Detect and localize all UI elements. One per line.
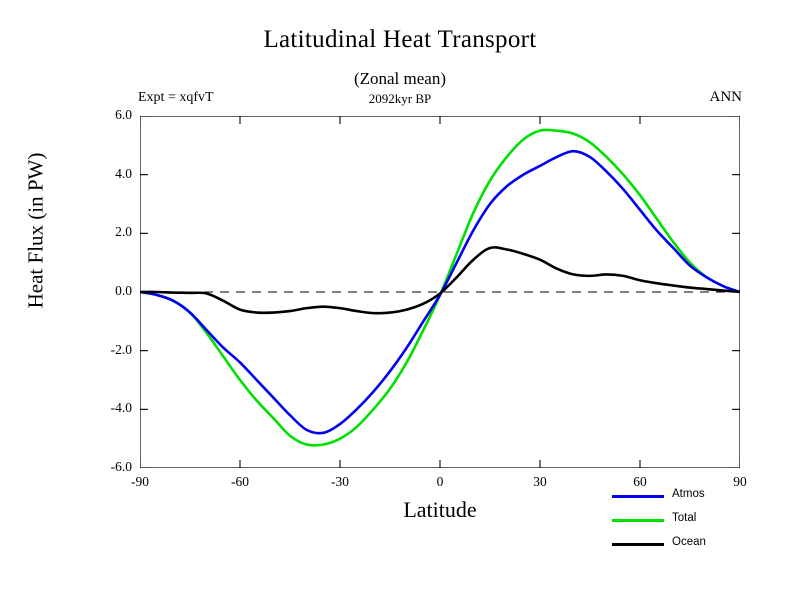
y-tick-label: 4.0 (115, 165, 132, 181)
x-tick-label: 90 (733, 474, 747, 489)
plot-svg (140, 116, 740, 468)
x-tick-label: -90 (131, 474, 149, 489)
x-tick-label: 0 (436, 474, 444, 489)
legend (612, 484, 762, 556)
time-period-label: 2092kyr BP (368, 91, 432, 106)
legend-label-total: Total (672, 512, 697, 524)
y-tick-label: -2.0 (110, 341, 132, 357)
y-tick-label: 2.0 (115, 224, 132, 240)
legend-item (612, 532, 762, 556)
y-axis-label: Heat Flux (in PW) (23, 152, 48, 309)
x-tick-label: -30 (331, 474, 349, 489)
legend-item (612, 484, 762, 508)
y-tick-label: 6.0 (115, 107, 132, 122)
legend-label-ocean: Ocean (672, 536, 706, 548)
x-axis-label: Latitude (403, 497, 477, 522)
legend-swatch-atmos (612, 495, 664, 498)
y-tick-label: 0.0 (115, 283, 132, 298)
page-subtitle: (Zonal mean) (353, 69, 447, 88)
legend-swatch-ocean (612, 543, 664, 546)
legend-swatch-total (612, 519, 664, 522)
x-tick-label: 30 (533, 474, 547, 489)
y-tick-label: -4.0 (110, 400, 132, 416)
page-title: Latitudinal Heat Transport (263, 26, 537, 53)
x-tick-label: -60 (231, 474, 249, 489)
x-tick-label: 60 (633, 474, 647, 489)
plot-area (140, 116, 740, 468)
y-tick-label: -6.0 (110, 459, 132, 474)
season-label: ANN (709, 89, 742, 105)
legend-label-atmos: Atmos (672, 488, 705, 500)
experiment-label: Expt = xqfvT (138, 90, 214, 105)
legend-item (612, 508, 762, 532)
